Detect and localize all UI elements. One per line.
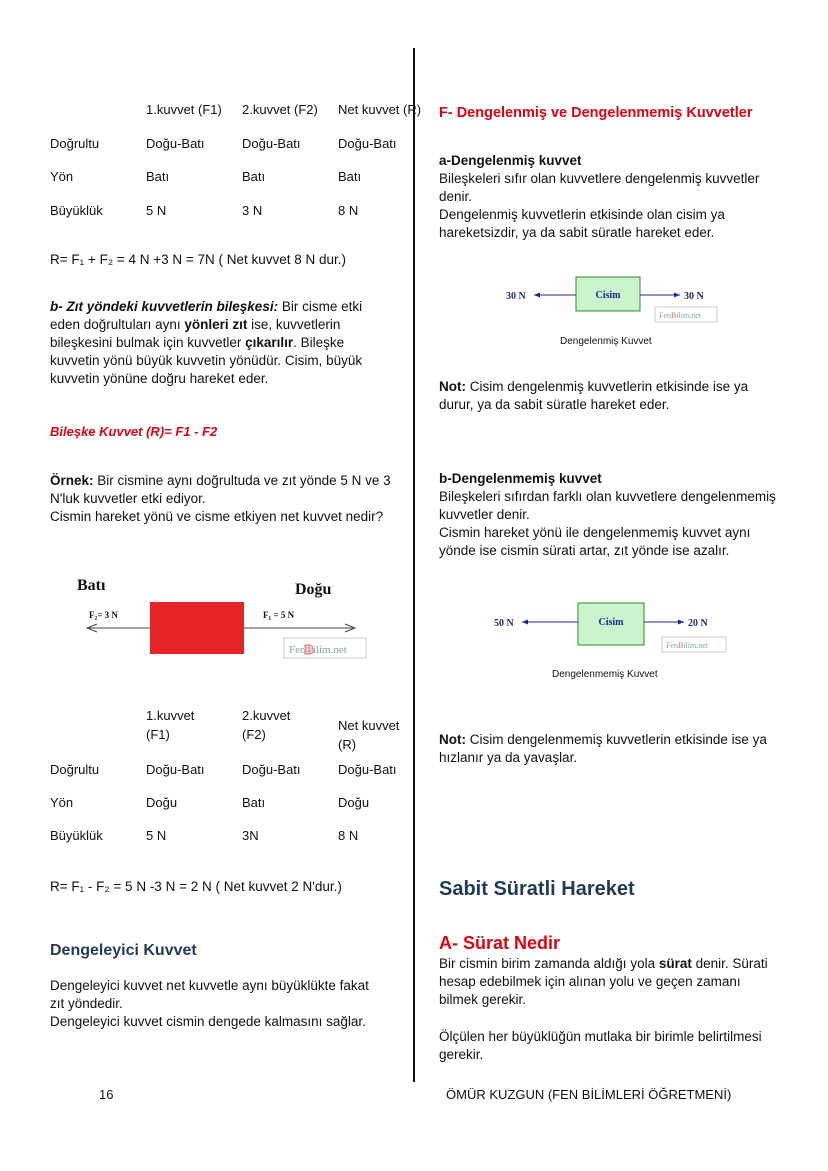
table2-row-label: Doğrultu	[50, 762, 100, 777]
right-force-label: 30 N	[684, 291, 704, 302]
right-arrowhead	[678, 620, 684, 625]
page-number: 16	[99, 1087, 114, 1102]
table1-header-f2: 2.kuvvet (F2)	[242, 102, 318, 117]
balanced-force-figure	[500, 275, 730, 327]
table2-cell: Doğu	[146, 795, 178, 810]
table2-cell: Doğu-Batı	[242, 762, 301, 777]
constant-speed-heading: Sabit Süratli Hareket	[439, 878, 635, 900]
table2-row-label: Yön	[50, 795, 74, 810]
note-2	[439, 731, 784, 767]
opposite-forces-title: b- Zıt yöndeki kuvvetlerin bileşkesi:	[50, 299, 279, 314]
text: Cismin hareket yönü ile dengelenmemiş kuvvet aynı yönde ise cismin sürati artar, zıt yönde ise azalır.	[439, 525, 751, 558]
example-label: Örnek:	[50, 473, 94, 488]
text: . Bileşke kuvvetin yönü büyük kuvvetin yönüdür. Cisim, büyük kuvvetin yönüne doğru hareket eder.	[50, 335, 363, 386]
table2-header-f1	[146, 706, 194, 744]
right-force-label: 20 N	[688, 618, 708, 629]
bold-text: çıkarılır	[245, 335, 294, 350]
table2-cell: 3N	[242, 828, 259, 843]
balancing-force-heading: Dengeleyici Kuvvet	[50, 942, 197, 959]
example-figure	[75, 572, 375, 664]
table2-cell: 8 N	[338, 828, 359, 843]
opposite-forces-paragraph	[50, 298, 395, 388]
text: Bir cismin birim zamanda aldığı yola	[439, 956, 659, 971]
table2-cell: Doğu-Batı	[338, 762, 397, 777]
table1-cell: Doğu-Batı	[146, 136, 205, 151]
unbalanced-force-paragraph	[439, 470, 784, 560]
f1-label: F₁ = 5 N	[263, 610, 295, 620]
text: Bileşkeleri sıfırdan farklı olan kuvvetlere dengelenmemiş kuvvetler denir.	[439, 489, 776, 522]
table2-cell: Batı	[242, 795, 266, 810]
table2-cell: 5 N	[146, 828, 167, 843]
text: 1.kuvvet	[146, 708, 195, 723]
table1-cell: 3 N	[242, 203, 263, 218]
text: Cisim dengelenmemiş kuvvetlerin etkisinde ise ya hızlanır ya da yavaşlar.	[439, 732, 767, 765]
force-table-2	[50, 706, 420, 846]
formula-1: R= F₁ + F₂ = 4 N +3 N = 7N ( Net kuvvet 8 N dur.)	[50, 252, 347, 267]
object-label: Cisim	[598, 617, 624, 628]
speed-paragraph-2: Ölçülen her büyüklüğün mutlaka bir birimle belirtilmesi gerekir.	[439, 1029, 762, 1062]
table2-header-f2	[242, 706, 290, 744]
left-arrowhead	[522, 620, 528, 625]
force-diagram	[75, 572, 375, 664]
table1-cell: 8 N	[338, 203, 359, 218]
text: (F1)	[146, 727, 170, 742]
table1-cell: Batı	[146, 169, 170, 184]
table1-cell: Doğu-Batı	[338, 136, 397, 151]
left-force-label: 50 N	[494, 618, 514, 629]
object-label: Cisim	[595, 290, 621, 301]
table2-cell: Doğu-Batı	[146, 762, 205, 777]
table1-cell: 5 N	[146, 203, 167, 218]
balanced-diagram	[500, 275, 730, 327]
table2-cell: Doğu	[338, 795, 370, 810]
footer-author: ÖMÜR KUZGUN (FEN BİLİMLERİ ÖĞRETMENİ)	[446, 1087, 732, 1102]
west-label: Batı	[77, 577, 106, 594]
unbalanced-diagram	[490, 601, 730, 653]
text: Cisim dengelenmiş kuvvetlerin etkisinde ise ya durur, ya da sabit süratle hareket eder.	[439, 379, 749, 412]
table1-row-label: Büyüklük	[50, 203, 103, 218]
text: Dengeleyici kuvvet cismin dengede kalmasını sağlar.	[50, 1014, 366, 1029]
balanced-force-paragraph	[439, 152, 784, 242]
f2-label: F₂= 3 N	[89, 610, 118, 620]
balanced-force-title: a-Dengelenmiş kuvvet	[439, 153, 582, 168]
speed-heading: A- Sürat Nedir	[439, 933, 561, 953]
unbalanced-force-figure	[490, 601, 730, 653]
speed-paragraph-1	[439, 955, 779, 1009]
unbalanced-caption: Dengelenmemiş Kuvvet	[552, 669, 658, 680]
note-1	[439, 378, 784, 414]
table1-row-label: Doğrultu	[50, 136, 100, 151]
text: denir. Sürati hesap edebilmek için alınan yolu ve geçen zamanı bilmek gerekir.	[439, 956, 768, 1007]
resultant-formula: Bileşke Kuvvet (R)= F1 - F2	[50, 424, 218, 439]
balancing-force-paragraph	[50, 977, 380, 1031]
bold-text: sürat	[658, 956, 692, 971]
table1-header-f1: 1.kuvvet (F1)	[146, 102, 222, 117]
table1-cell: Batı	[338, 169, 362, 184]
left-force-label: 30 N	[506, 291, 526, 302]
force-table-1	[50, 100, 420, 230]
text: Dengelenmiş kuvvetlerin etkisinde olan cisim ya hareketsizdir, ya da sabit süratle hareket eder.	[439, 207, 725, 240]
section-heading-f: F- Dengelenmiş ve Dengelenmemiş Kuvvetler	[439, 105, 753, 121]
table1-cell: Doğu-Batı	[242, 136, 301, 151]
red-body	[150, 602, 244, 654]
text: Bileşkeleri sıfır olan kuvvetlere dengelenmiş kuvvetler denir.	[439, 171, 760, 204]
watermark: FenBilim.net	[666, 641, 709, 650]
table2-row-label: Büyüklük	[50, 828, 103, 843]
example-question: Cismin hareket yönü ve cisme etkiyen net kuvvet nedir?	[50, 509, 384, 524]
text: ise, kuvvetlerin bileşkesini bulmak için kuvvetler	[50, 317, 341, 350]
text: Dengeleyici kuvvet net kuvvetle aynı büyüklükte fakat zıt yöndedir.	[50, 978, 369, 1011]
note-label: Not:	[439, 732, 466, 747]
left-arrowhead	[534, 293, 540, 298]
balanced-caption: Dengelenmiş Kuvvet	[560, 336, 652, 347]
text: (F2)	[242, 727, 266, 742]
example-paragraph	[50, 472, 395, 526]
right-arrowhead	[674, 293, 680, 298]
bold-text: yönleri zıt	[184, 317, 248, 332]
unbalanced-force-title: b-Dengelenmemiş kuvvet	[439, 471, 602, 486]
table2-header-net: Net kuvvet (R)	[338, 718, 400, 752]
note-label: Not:	[439, 379, 466, 394]
watermark: FenBilim.net	[289, 644, 347, 656]
east-label: Doğu	[295, 581, 332, 598]
table1-row-label: Yön	[50, 169, 74, 184]
table1-header-net: Net kuvvet (R)	[338, 102, 422, 117]
text: 2.kuvvet	[242, 708, 291, 723]
text: Bir cismine aynı doğrultuda ve zıt yönde 5 N ve 3 N'luk kuvvetler etki ediyor.	[50, 473, 391, 506]
table1-cell: Batı	[242, 169, 266, 184]
text: Bir cisme etki eden doğrultuları aynı	[50, 299, 363, 332]
formula-2: R= F₁ - F₂ = 5 N -3 N = 2 N ( Net kuvvet 2 N'dur.)	[50, 879, 342, 894]
watermark: FenBilim.net	[659, 311, 702, 320]
